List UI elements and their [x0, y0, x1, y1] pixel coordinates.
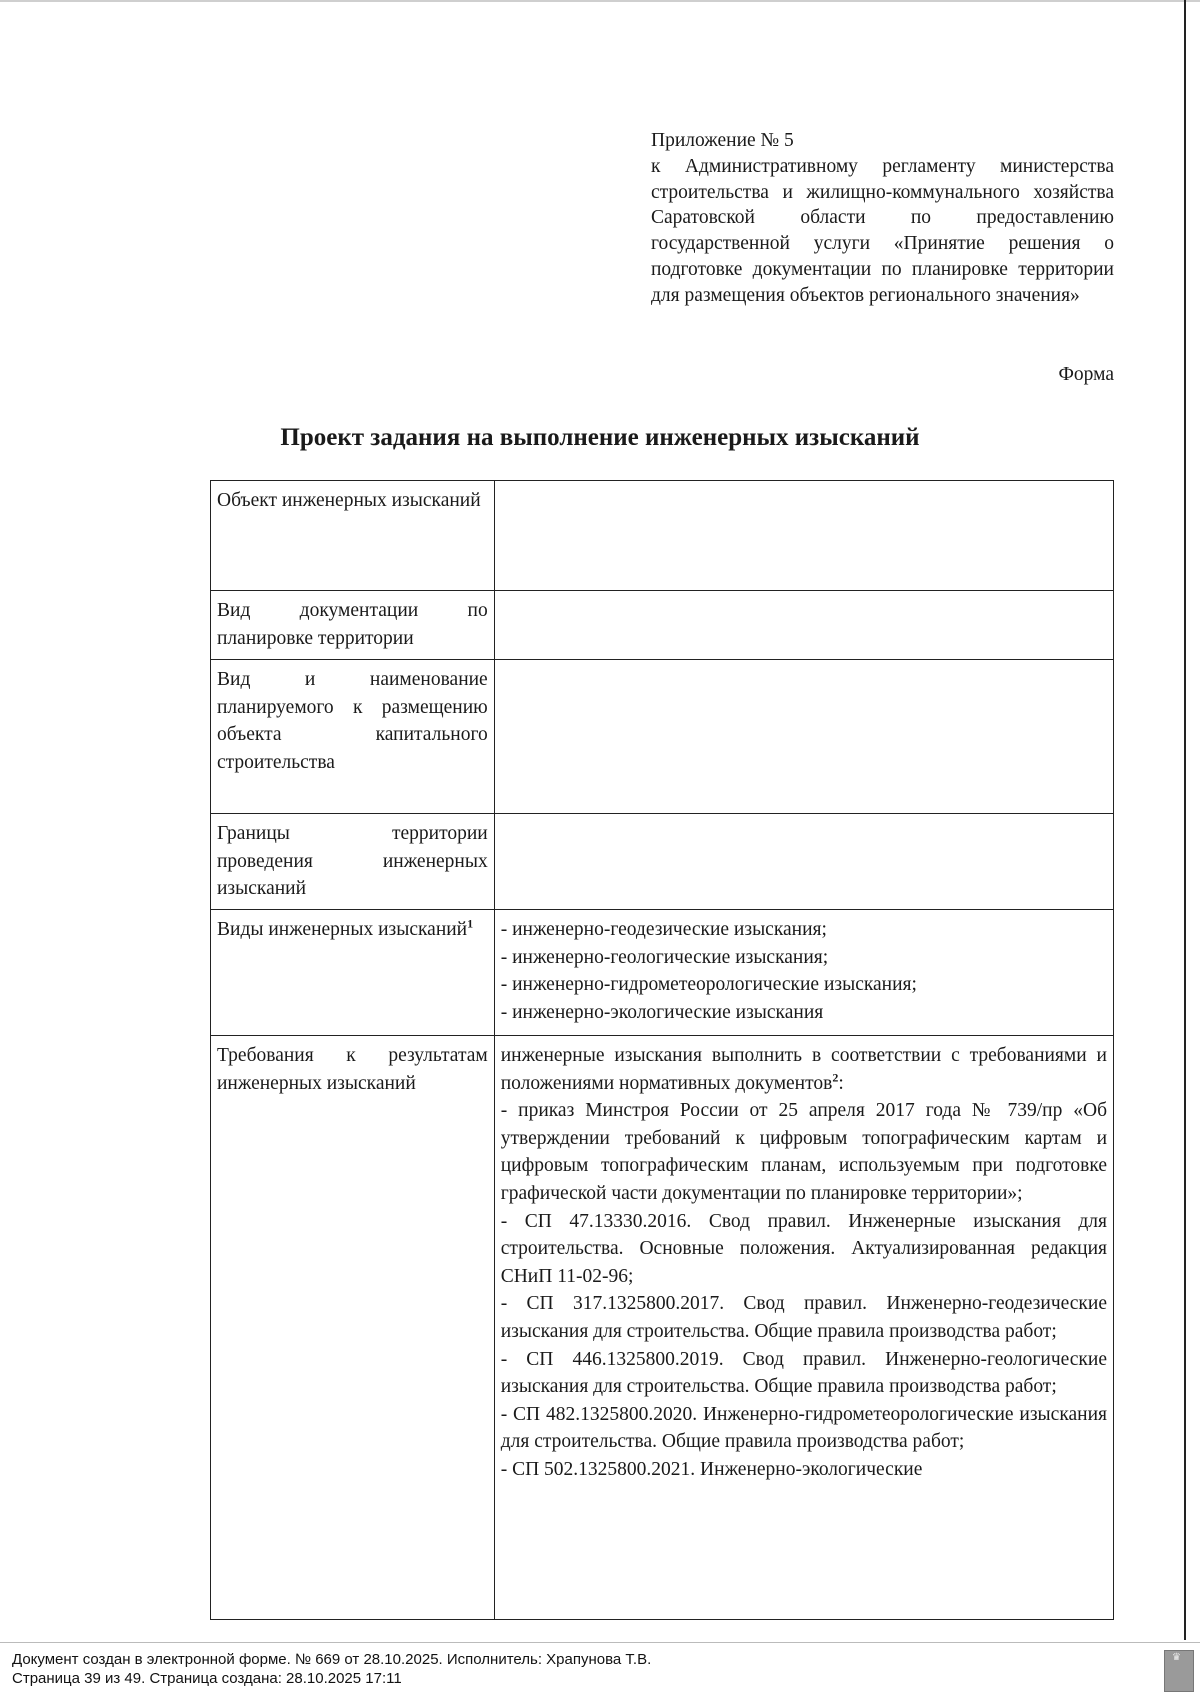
emblem-icon: ♛: [1164, 1650, 1194, 1692]
list-item: - инженерно-геодезические изыскания;: [500, 919, 827, 940]
list-item: - инженерно-гидрометеорологические изыскания;: [500, 974, 917, 996]
table-row: [211, 481, 1114, 591]
form-label: Форма: [1058, 364, 1114, 385]
list-item: - СП 482.1325800.2020. Инженерно-гидрометеорологические изыскания для строительства. Общие правила производства работ;: [500, 1403, 1107, 1453]
scan-edge-top: [0, 0, 1200, 6]
appendix-text: к Административному регламенту министерства строительства и жилищно-коммунального хозяйства Саратовской области по предоставлению государственной услуги «Принятие решения о подготовке документации по планировке территории для размещения объектов регионального значения»: [651, 155, 1114, 306]
row-label: Вид документации по планировке территории: [211, 591, 495, 660]
row-value: [494, 660, 1113, 814]
list-item: - СП 47.13330.2016. Свод правил. Инженерные изыскания для строительства. Основные положения. Актуализированная редакция СНиП 11-02-96;: [500, 1210, 1107, 1287]
list-item: - СП 446.1325800.2019. Свод правил. Инженерно-геологические изыскания для строительства. Общие правила производства работ;: [500, 1348, 1107, 1398]
requirements-list: [494, 1036, 1113, 1620]
row-label: Требования к результатам инженерных изысканий: [211, 1036, 495, 1620]
table-row: [211, 591, 1114, 660]
row-label: Вид и наименование планируемого к размещению объекта капитального строительства: [211, 660, 495, 814]
document-title: Проект задания на выполнение инженерных изысканий: [280, 424, 920, 451]
footnote-ref-1: 1: [467, 916, 474, 931]
list-item: - инженерно-экологические изыскания: [500, 1001, 824, 1023]
table-row: [211, 814, 1114, 910]
list-item: - СП 317.1325800.2017. Свод правил. Инженерно-геодезические изыскания для строительства. Общие правила производства работ;: [500, 1293, 1107, 1342]
row-label: Объект инженерных изысканий: [211, 481, 495, 591]
requirements-intro: [501, 1042, 1107, 1097]
row-label: Границы территории проведения инженерных изысканий: [211, 814, 495, 910]
row-label: [211, 910, 495, 1036]
footer-line-1: Документ создан в электронной форме. № 669 от 28.10.2025. Исполнитель: Храпунова Т.В.: [12, 1651, 652, 1668]
survey-task-table: [210, 480, 1114, 1620]
row-value: [494, 591, 1113, 660]
appendix-number: Приложение № 5: [651, 130, 794, 151]
footer-line-2: Страница 39 из 49. Страница создана: 28.10.2025 17:11: [12, 1670, 402, 1687]
table-row: [211, 1036, 1114, 1620]
intro-text: инженерные изыскания выполнить в соответствии с требованиями и положениями нормативных документов: [500, 1045, 1107, 1094]
row-value: [494, 481, 1113, 591]
list-item: - инженерно-геологические изыскания;: [500, 946, 829, 968]
list-item: - приказ Минстроя России от 25 апреля 2017 года № 739/пр «Об утверждении требований к цифровым топографическим картам и цифровым топографическим планам, используемым при подготовке графической части документации по планировке территории»;: [500, 1100, 1107, 1204]
survey-types-list: [494, 910, 1113, 1036]
list-item: - СП 502.1325800.2021. Инженерно-экологические: [500, 1458, 923, 1480]
intro-tail: :: [838, 1072, 844, 1094]
table-row: [211, 660, 1114, 814]
table-row: [211, 910, 1114, 1036]
footnote-ref-2: 2: [832, 1070, 839, 1085]
appendix-header: [651, 128, 1114, 309]
row-label-text: Виды инженерных изысканий: [217, 919, 468, 940]
scan-edge-right: [1184, 0, 1186, 1640]
row-value: [494, 814, 1113, 910]
document-footer: [0, 1642, 1200, 1698]
